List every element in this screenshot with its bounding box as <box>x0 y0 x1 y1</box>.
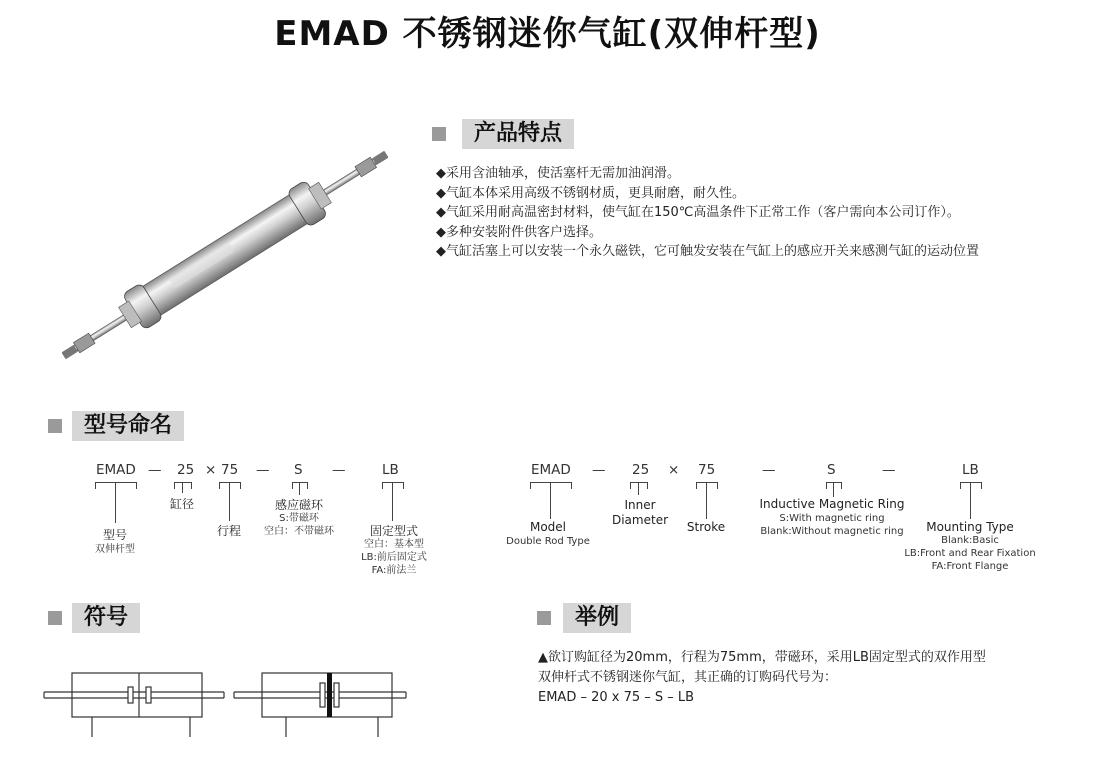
cn-code-emad: EMAD <box>96 462 136 478</box>
example-heading: 举例 <box>563 603 631 633</box>
section-marker-icon <box>48 611 62 625</box>
leader-line <box>706 483 707 519</box>
model-heading: 型号命名 <box>72 411 184 441</box>
cn-model-sub: 双伸杆型 <box>95 544 135 555</box>
cylinder-symbol-diagram <box>40 665 410 740</box>
en-bore-label: Diameter <box>611 513 669 527</box>
en-code-emad: EMAD <box>531 462 571 478</box>
en-mount-label: Mounting Type <box>926 520 1014 534</box>
en-bore-label: Inner <box>624 498 656 512</box>
en-magnet-sub: S:With magnetic ring <box>779 513 885 524</box>
cn-mount-sub: 空白：基本型 <box>364 539 424 550</box>
en-mount-sub: LB:Front and Rear Fixation <box>904 548 1036 559</box>
bracket <box>696 482 718 489</box>
leader-line <box>550 483 551 519</box>
cn-code-bore: 25 <box>177 462 195 478</box>
bracket <box>174 482 192 489</box>
en-code-dash: — <box>762 462 776 478</box>
example-code: EMAD – 20 x 75 – S – LB <box>538 690 695 705</box>
bracket <box>382 482 404 489</box>
feature-item: ◆气缸采用耐高温密封材料，使气缸在150℃高温条件下正常工作（客户需向本公司订作）。 <box>436 205 960 220</box>
feature-item: ◆气缸活塞上可以安装一个永久磁铁，它可触发安装在气缸上的感应开关来感测气缸的运动位置 <box>436 244 979 259</box>
cn-bore-label: 缸径 <box>169 497 194 511</box>
cn-magnet-sub: 空白：不带磁环 <box>264 526 334 537</box>
section-marker-icon <box>432 127 446 141</box>
cylinder-product-image <box>60 150 390 360</box>
leader-line <box>833 483 834 497</box>
cn-code-mount: LB <box>382 462 399 478</box>
example-line: 双伸杆式不锈钢迷你气缸，其正确的订购码代号为： <box>538 670 838 685</box>
cn-model-label: 型号 <box>102 528 127 542</box>
cn-magnet-label: 感应磁环 <box>274 498 323 512</box>
bracket <box>630 482 648 489</box>
cn-mount-sub: FA:前法兰 <box>371 565 417 576</box>
en-mount-sub: FA:Front Flange <box>931 561 1009 572</box>
feature-item: ◆气缸本体采用高级不锈钢材质，更具耐磨，耐久性。 <box>436 185 745 201</box>
leader-line <box>182 483 183 493</box>
en-code-stroke: 75 <box>698 462 716 478</box>
en-magnet-label: Inductive Magnetic Ring <box>759 497 905 511</box>
feature-item: ◆多种安装附件供客户选择。 <box>436 224 602 240</box>
feature-item: ◆采用含油轴承，使活塞杆无需加油润滑。 <box>436 166 680 181</box>
en-model-label: Model <box>529 520 567 534</box>
section-marker-icon <box>48 419 62 433</box>
leader-line <box>115 483 116 523</box>
leader-line <box>638 483 639 495</box>
en-code-bore: 25 <box>632 462 650 478</box>
en-mount-sub: Blank:Basic <box>941 535 999 546</box>
features-heading: 产品特点 <box>462 119 574 149</box>
bracket <box>960 482 982 489</box>
bracket <box>530 482 572 489</box>
en-magnet-sub: Blank:Without magnetic ring <box>760 526 904 537</box>
en-code-dash: — <box>592 462 606 478</box>
features-list <box>436 164 979 262</box>
bracket <box>826 482 842 489</box>
cn-code-dash: — <box>332 462 346 478</box>
bracket <box>219 482 241 489</box>
cn-code-dash: — <box>256 462 270 478</box>
leader-line <box>970 483 971 519</box>
section-marker-icon <box>537 611 551 625</box>
cn-code-stroke: 75 <box>221 462 239 478</box>
en-stroke-label: Stroke <box>686 520 726 534</box>
cn-magnet-sub: S:带磁环 <box>279 513 319 524</box>
leader-line <box>392 483 393 521</box>
symbol-heading: 符号 <box>72 603 140 633</box>
en-code-times: × <box>668 462 680 478</box>
en-code-magnet: S <box>827 462 836 478</box>
example-text <box>538 648 986 708</box>
en-code-mount: LB <box>962 462 979 478</box>
cn-mount-label: 固定型式 <box>369 524 418 538</box>
cn-stroke-label: 行程 <box>216 524 241 538</box>
leader-line <box>299 483 300 495</box>
cn-code-dash: — <box>148 462 162 478</box>
page-title: EMAD 不锈钢迷你气缸(双伸杆型) <box>274 14 821 54</box>
en-code-dash: — <box>882 462 896 478</box>
example-line: ▲欲订购缸径为20mm，行程为75mm，带磁环，采用LB固定型式的双作用型 <box>538 650 986 665</box>
en-model-sub: Double Rod Type <box>506 536 590 547</box>
cn-mount-sub: LB:前后固定式 <box>361 552 427 563</box>
bracket <box>95 482 137 489</box>
leader-line <box>229 483 230 521</box>
cn-code-times: × <box>205 462 217 478</box>
bracket <box>292 482 308 489</box>
cn-code-magnet: S <box>294 462 303 478</box>
